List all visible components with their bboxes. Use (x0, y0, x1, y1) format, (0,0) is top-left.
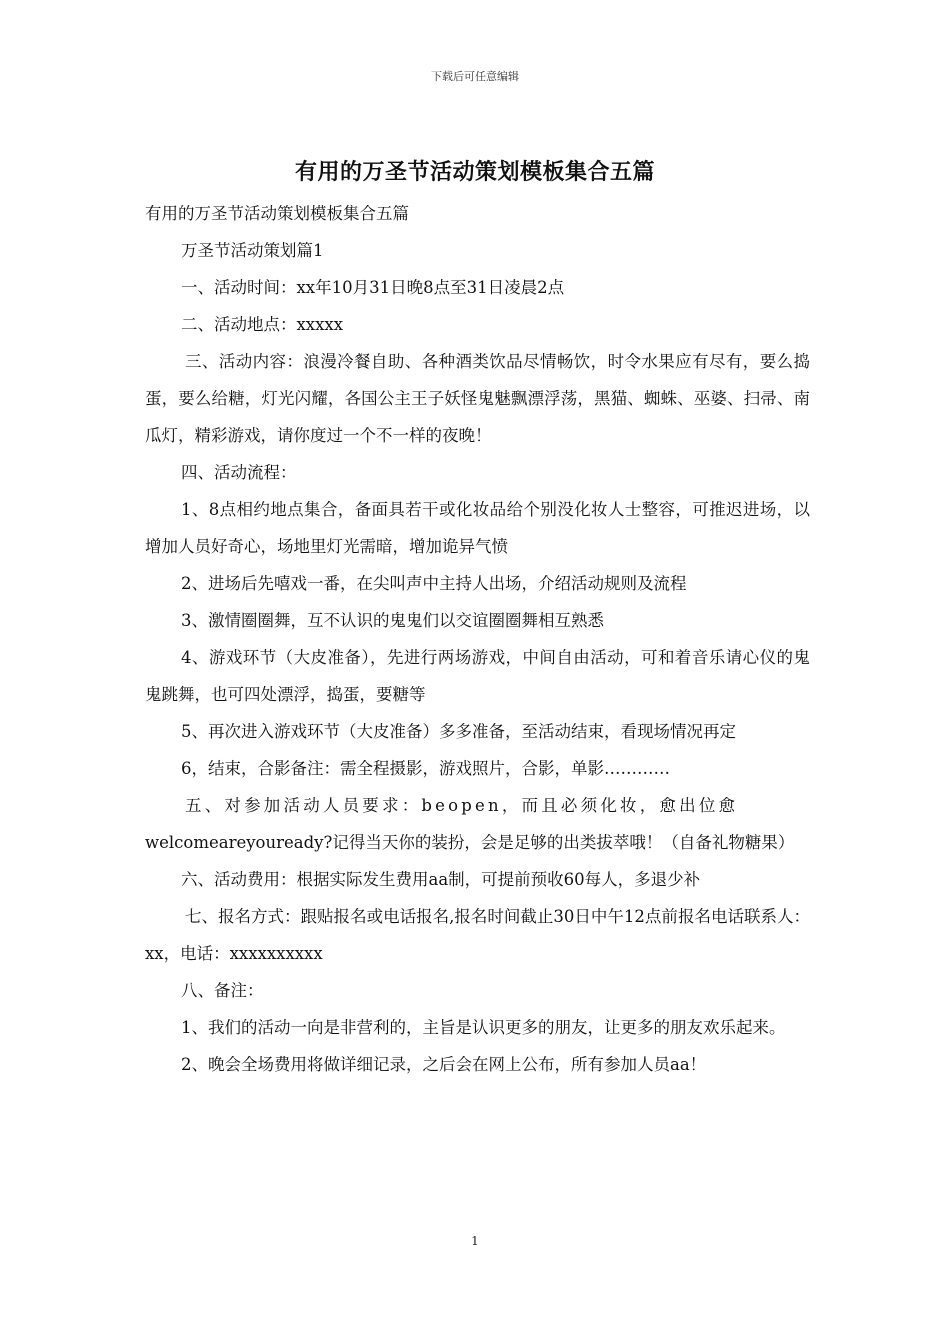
document-title: 有用的万圣节活动策划模板集合五篇 (294, 159, 655, 185)
paragraph-cost: 六、活动费用：根据实际发生费用aa制，可提前预收60每人，多退少补 (181, 870, 701, 889)
header-note: 下载后可任意编辑 (431, 70, 519, 83)
paragraph-requirements-cont: welcomeareyouready?记得当天你的装扮，会是足够的出类拔萃哦！（自备礼物糖果） (145, 833, 795, 852)
paragraph-process-heading: 四、活动流程： (181, 463, 297, 482)
paragraph-time: 一、活动时间：xx年10月31日晚8点至31日凌晨2点 (181, 278, 565, 297)
paragraph-registration: 七、报名方式：跟贴报名或电话报名,报名时间截止30日中午12点前报名电话联系人：xx，电话：xxxxxxxxxx (145, 907, 810, 963)
paragraph-step-1: 1、8点相约地点集合，备面具若干或化妆品给个别没化妆人士整容，可推迟进场，以增加人员好奇心，场地里灯光需暗，增加诡异气愤 (145, 500, 810, 556)
paragraph-notes-heading: 八、备注： (181, 981, 264, 1000)
paragraph-location: 二、活动地点：xxxxx (181, 315, 344, 334)
paragraph-step-3: 3、激情圈圈舞，互不认识的鬼鬼们以交谊圈圈舞相互熟悉 (181, 611, 604, 630)
paragraph-content: 三、活动内容：浪漫冷餐自助、各种酒类饮品尽情畅饮，时令水果应有尽有，要么捣蛋，要么给糖，灯光闪耀，各国公主王子妖怪鬼魅飘漂浮荡，黑猫、蜘蛛、巫婆、扫帚、南瓜灯，精彩游戏，请你度过一个不一样的夜晚！ (145, 352, 810, 445)
paragraph-step-5: 5、再次进入游戏环节（大皮准备）多多准备，至活动结束，看现场情况再定 (181, 722, 736, 741)
page-number: 1 (471, 1234, 479, 1248)
paragraph-note-2: 2、晚会全场费用将做详细记录，之后会在网上公布，所有参加人员aa！ (181, 1055, 707, 1074)
paragraph-note-1: 1、我们的活动一向是非营利的，主旨是认识更多的朋友，让更多的朋友欢乐起来。 (181, 1018, 786, 1037)
section-heading: 万圣节活动策划篇1 (181, 241, 324, 260)
paragraph-step-4: 4、游戏环节（大皮准备），先进行两场游戏，中间自由活动，可和着音乐请心仪的鬼鬼跳舞，也可四处漂浮，捣蛋，要糖等 (145, 648, 810, 704)
paragraph-step-6: 6，结束，合影备注：需全程摄影，游戏照片，合影，单影………… (181, 759, 670, 778)
document-body (145, 195, 810, 1083)
paragraph-step-2: 2、进场后先嘻戏一番，在尖叫声中主持人出场，介绍活动规则及流程 (181, 574, 687, 593)
subtitle-paragraph: 有用的万圣节活动策划模板集合五篇 (145, 204, 409, 223)
paragraph-requirements: 五、对参加活动人员要求：beopen，而且必须化妆，愈出位愈 (185, 796, 739, 815)
